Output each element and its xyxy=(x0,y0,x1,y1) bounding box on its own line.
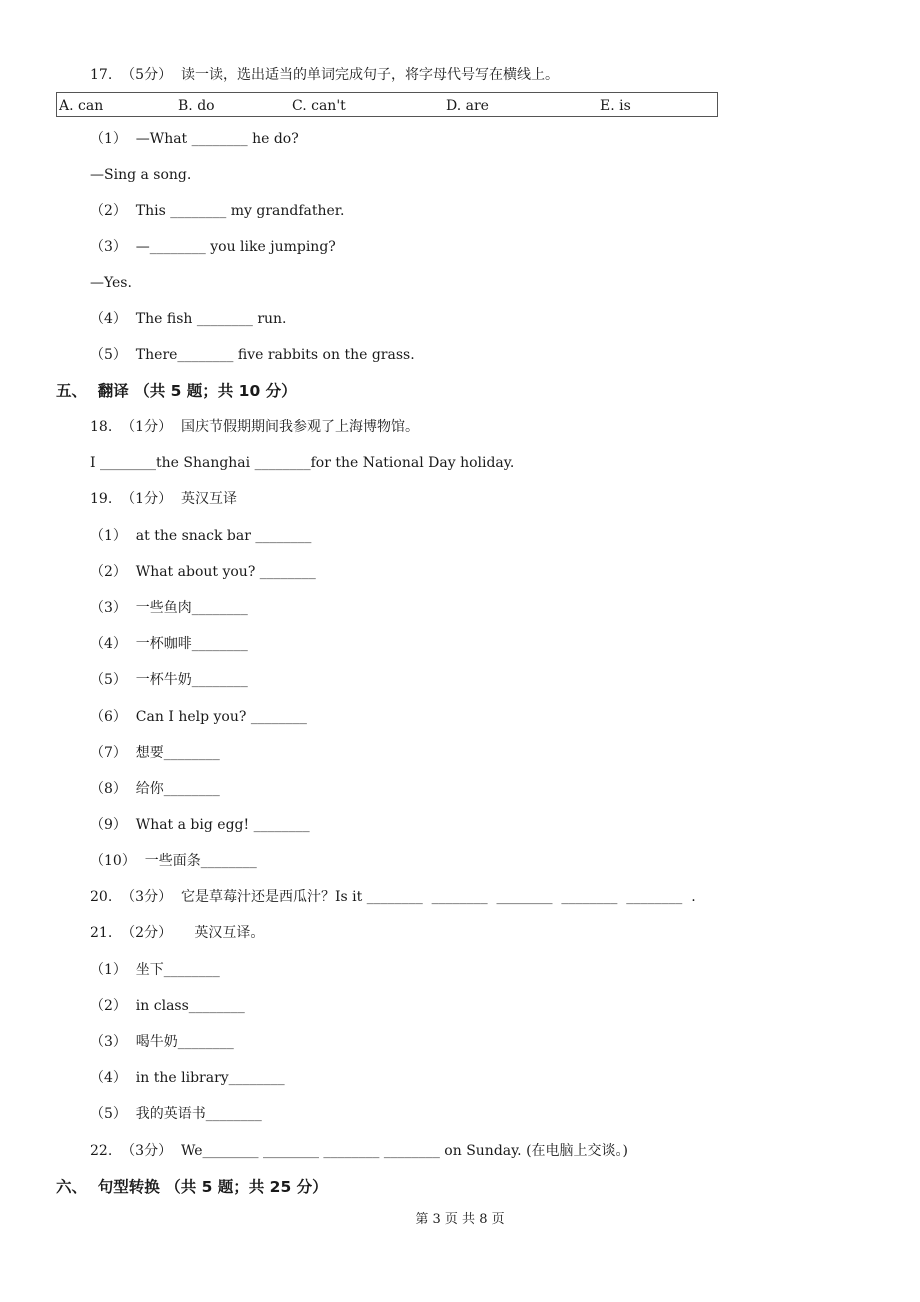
q17-header: 17. （5分） 读一读，选出适当的单词完成句子，将字母代号写在横线上。 xyxy=(90,67,559,83)
q21-item: （3） 喝牛奶________ xyxy=(90,1034,234,1050)
q17-answer-1: —Sing a song. xyxy=(90,167,192,183)
q21-item: （2） in class________ xyxy=(90,998,245,1014)
q17-item-4: （4） The fish ________ run. xyxy=(90,311,287,327)
q18-header: 18. （1分） 国庆节假期期间我参观了上海博物馆。 xyxy=(90,419,419,435)
q21-header: 21. （2分） 英汉互译。 xyxy=(90,925,265,941)
option-e: E. is xyxy=(600,98,631,114)
q19-item: （6） Can I help you? ________ xyxy=(90,709,307,725)
q19-item: （9） What a big egg! ________ xyxy=(90,817,310,833)
page-footer: 第 3 页 共 8 页 xyxy=(415,1212,505,1227)
q20-header: 20. （3分） 它是草莓汁还是西瓜汁？Is it ________ ________ ________ ________ ________ . xyxy=(90,889,696,905)
q17-options-box xyxy=(56,92,718,117)
q21-item: （5） 我的英语书________ xyxy=(90,1106,262,1122)
q22-header: 22. （3分） We________ ________ ________ ________ on Sunday. (在电脑上交谈。) xyxy=(90,1143,629,1159)
option-a: A. can xyxy=(59,98,104,114)
section-5-title: 五、 翻译 （共 5 题；共 10 分） xyxy=(56,382,297,400)
q18-line: I ________the Shanghai ________for the National Day holiday. xyxy=(90,455,515,471)
q19-item: （1） at the snack bar ________ xyxy=(90,528,312,544)
q19-item: （3） 一些鱼肉________ xyxy=(90,600,248,616)
q19-item: （8） 给你________ xyxy=(90,781,220,797)
q17-item-2: （2） This ________ my grandfather. xyxy=(90,203,345,219)
q17-item-3: （3） —________ you like jumping? xyxy=(90,239,336,255)
q17-answer-3: —Yes. xyxy=(90,275,132,291)
option-d: D. are xyxy=(446,98,489,114)
q19-item: （5） 一杯牛奶________ xyxy=(90,672,248,688)
q19-item: （10） 一些面条________ xyxy=(90,853,257,869)
q19-header: 19. （1分） 英汉互译 xyxy=(90,491,237,507)
q21-item: （4） in the library________ xyxy=(90,1070,285,1086)
q17-item-5: （5） There________ five rabbits on the grass. xyxy=(90,347,415,363)
q19-item: （4） 一杯咖啡________ xyxy=(90,636,248,652)
option-c: C. can't xyxy=(292,98,346,114)
section-6-title: 六、 句型转换 （共 5 题；共 25 分） xyxy=(56,1178,328,1196)
q19-item: （2） What about you? ________ xyxy=(90,564,316,580)
option-b: B. do xyxy=(178,98,215,114)
q19-item: （7） 想要________ xyxy=(90,745,220,761)
q21-item: （1） 坐下________ xyxy=(90,962,220,978)
q17-item-1: （1） —What ________ he do? xyxy=(90,131,299,147)
